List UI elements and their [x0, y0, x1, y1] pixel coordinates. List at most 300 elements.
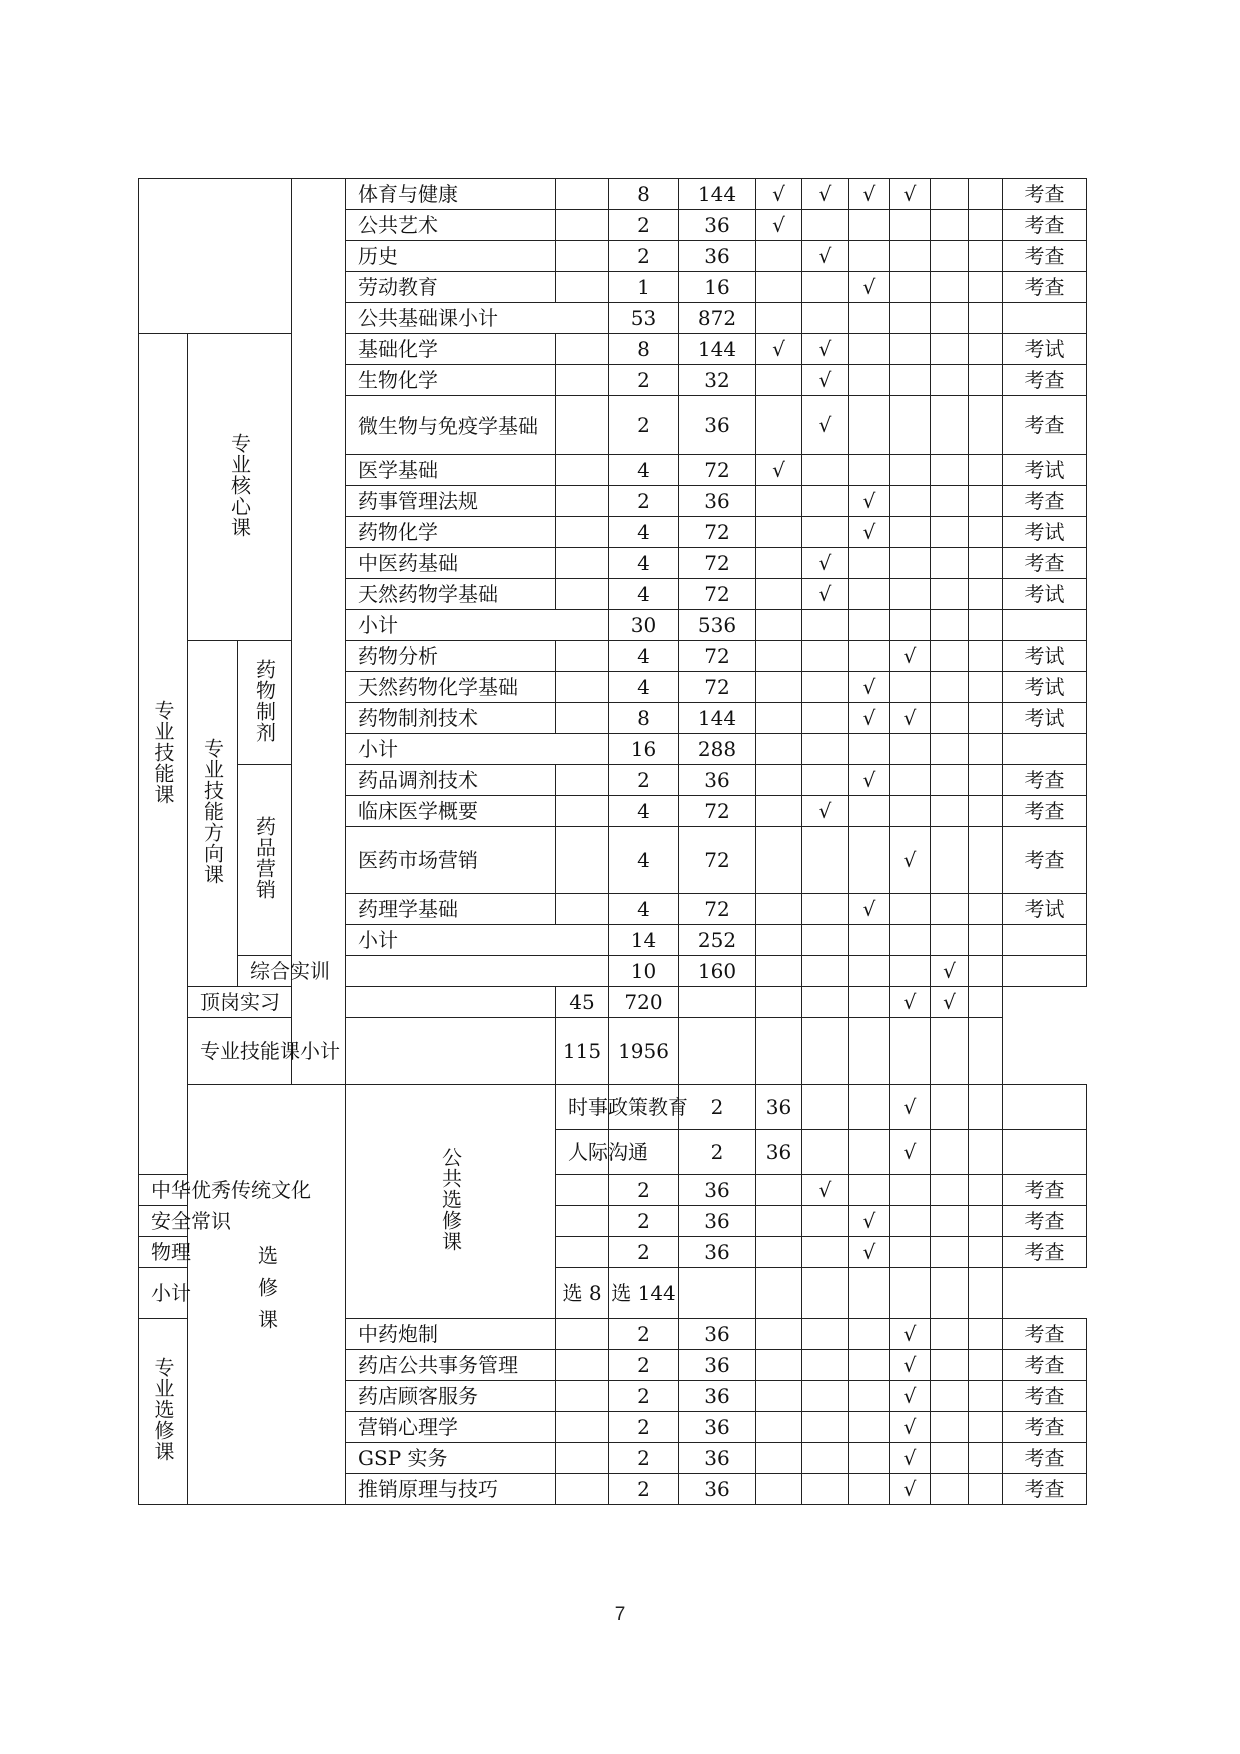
credits-cell: 2	[609, 365, 679, 396]
semester-3-cell	[849, 894, 890, 925]
blank-cell	[849, 1018, 890, 1085]
exam-type-cell: 考试	[1003, 579, 1087, 610]
semester-2-cell	[802, 1474, 849, 1505]
semester-1-cell	[756, 210, 802, 241]
semester-1-cell	[756, 827, 802, 894]
hours-cell: 36	[679, 1175, 756, 1206]
course-name: 推销原理与技巧	[346, 1474, 556, 1505]
blank-cell	[1003, 925, 1087, 956]
blank-cell	[556, 548, 609, 579]
semester-4-cell	[890, 334, 931, 365]
blank-cell	[756, 1268, 802, 1319]
semester-2-cell	[756, 987, 802, 1018]
semester-1-cell	[756, 455, 802, 486]
semester-4-cell	[890, 1350, 931, 1381]
table-row	[139, 1018, 1087, 1085]
semester-4-cell	[890, 796, 931, 827]
semester-1-cell	[802, 1085, 849, 1130]
credits-cell: 2	[609, 1474, 679, 1505]
blank-cell	[969, 734, 1003, 765]
hours-cell: 72	[679, 796, 756, 827]
blank-cell	[969, 1018, 1003, 1085]
blank-cell	[969, 1268, 1003, 1319]
hours-cell: 72	[679, 548, 756, 579]
semester-3-cell	[849, 210, 890, 241]
course-name: 营销心理学	[346, 1412, 556, 1443]
semester-2-cell	[849, 1130, 890, 1175]
semester-3-cell	[849, 272, 890, 303]
semester-1-cell	[756, 765, 802, 796]
check-mark: √	[903, 1140, 917, 1164]
check-mark: √	[903, 1322, 917, 1346]
semester-4-cell	[890, 1381, 931, 1412]
semester-5-cell	[931, 1474, 969, 1505]
hours-cell: 72	[679, 579, 756, 610]
semester-1-cell	[756, 1237, 802, 1268]
course-name: 中医药基础	[346, 548, 556, 579]
semester-1-cell	[756, 1206, 802, 1237]
semester-2-cell	[802, 579, 849, 610]
semester-6-cell	[969, 210, 1003, 241]
hours-cell: 288	[679, 734, 756, 765]
semester-2-cell	[802, 1412, 849, 1443]
blank-cell	[849, 303, 890, 334]
exam-type-cell: 考查	[1003, 365, 1087, 396]
semester-2-cell	[802, 641, 849, 672]
course-name: 公共艺术	[346, 210, 556, 241]
semester-3-cell	[890, 1085, 931, 1130]
blank-cell	[802, 734, 849, 765]
semester-5-cell	[931, 641, 969, 672]
blank-cell	[890, 610, 931, 641]
blank-cell	[556, 1319, 609, 1350]
semester-6-cell	[969, 272, 1003, 303]
credits-cell: 115	[556, 1018, 609, 1085]
category-public-elective	[346, 1085, 556, 1319]
credits-cell: 4	[609, 796, 679, 827]
semester-3-cell	[849, 179, 890, 210]
semester-3-cell	[849, 517, 890, 548]
hours-cell: 36	[679, 210, 756, 241]
semester-6-cell	[969, 894, 1003, 925]
semester-4-cell	[890, 486, 931, 517]
credits-cell: 2	[609, 1319, 679, 1350]
exam-type-cell: 考查	[1003, 1412, 1087, 1443]
semester-4-cell	[890, 703, 931, 734]
exam-type-cell: 考试	[1003, 334, 1087, 365]
credits-cell: 2	[609, 1350, 679, 1381]
course-name: 基础化学	[346, 334, 556, 365]
exam-type-cell: 考查	[1003, 1350, 1087, 1381]
exam-type-cell: 考查	[1003, 1474, 1087, 1505]
course-name: 天然药物化学基础	[346, 672, 556, 703]
semester-5-cell	[931, 1381, 969, 1412]
semester-5-cell	[931, 272, 969, 303]
semester-4-cell	[890, 210, 931, 241]
blank-cell	[849, 734, 890, 765]
course-name: 安全常识	[139, 1206, 188, 1237]
exam-type-cell: 考查	[1003, 272, 1087, 303]
blank-cell	[802, 925, 849, 956]
semester-5-cell	[931, 827, 969, 894]
blank-cell	[969, 925, 1003, 956]
hours-cell: 36	[679, 486, 756, 517]
semester-2-cell	[802, 956, 849, 987]
semester-3-cell	[849, 1443, 890, 1474]
course-name: 中药炮制	[346, 1319, 556, 1350]
blank-cell	[556, 272, 609, 303]
check-mark: √	[862, 768, 876, 792]
exam-type-cell: 考查	[1003, 1319, 1087, 1350]
blank-cell	[802, 610, 849, 641]
semester-6-cell	[969, 956, 1003, 987]
subtotal-label: 公共基础课小计	[346, 303, 609, 334]
course-name: 综合实训	[238, 956, 609, 987]
semester-4-cell	[890, 672, 931, 703]
hours-cell: 36	[679, 241, 756, 272]
semester-4-cell	[890, 365, 931, 396]
blank-cell	[556, 396, 609, 455]
blank-cell	[756, 303, 802, 334]
blank-cell	[1003, 303, 1087, 334]
category-professional-skill	[139, 334, 188, 1175]
check-mark: √	[818, 551, 832, 575]
blank-cell	[931, 610, 969, 641]
credits-cell: 2	[609, 241, 679, 272]
semester-1-cell	[756, 1319, 802, 1350]
credits-cell: 1	[609, 272, 679, 303]
semester-5-cell	[931, 579, 969, 610]
credits-cell: 8	[609, 703, 679, 734]
semester-6-cell	[969, 334, 1003, 365]
semester-1-cell	[756, 1474, 802, 1505]
exam-type-cell	[1003, 956, 1087, 987]
semester-2-cell	[849, 1085, 890, 1130]
blank-cell	[1003, 734, 1087, 765]
semester-6-cell	[969, 486, 1003, 517]
hours-cell: 536	[679, 610, 756, 641]
blank-cell	[556, 1381, 609, 1412]
semester-3-cell	[849, 956, 890, 987]
hours-cell: 72	[679, 455, 756, 486]
course-name: 物理	[139, 1237, 188, 1268]
semester-3-cell	[849, 765, 890, 796]
blank-cell	[556, 579, 609, 610]
semester-2-cell	[802, 894, 849, 925]
semester-2-cell	[802, 1175, 849, 1206]
hours-cell: 72	[679, 517, 756, 548]
hours-cell: 72	[679, 641, 756, 672]
blank-cell	[556, 334, 609, 365]
semester-6-cell	[969, 455, 1003, 486]
course-name: 药物化学	[346, 517, 556, 548]
hours-cell: 872	[679, 303, 756, 334]
semester-2-cell	[802, 210, 849, 241]
semester-1-cell	[756, 179, 802, 210]
hours-cell: 16	[679, 272, 756, 303]
hours-cell: 720	[609, 987, 679, 1018]
semester-3-cell	[849, 396, 890, 455]
check-mark: √	[862, 897, 876, 921]
semester-3-cell	[849, 1319, 890, 1350]
check-mark: √	[818, 1178, 832, 1202]
check-mark: √	[818, 413, 832, 437]
semester-5-cell	[931, 241, 969, 272]
credits-cell: 2	[609, 1237, 679, 1268]
semester-3-cell	[849, 334, 890, 365]
exam-type-cell: 考查	[1003, 765, 1087, 796]
semester-2-cell	[802, 396, 849, 455]
category-label: 专业选修课	[151, 1357, 175, 1462]
semester-6-cell	[1003, 1085, 1087, 1130]
semester-2-cell	[802, 1350, 849, 1381]
semester-5-cell	[931, 796, 969, 827]
credits-cell: 2	[679, 1085, 756, 1130]
semester-6-cell	[969, 1381, 1003, 1412]
semester-4-cell	[890, 241, 931, 272]
blank-cell	[849, 610, 890, 641]
semester-6-cell	[969, 1350, 1003, 1381]
semester-1-cell	[756, 641, 802, 672]
credits-cell: 4	[609, 672, 679, 703]
check-mark: √	[862, 520, 876, 544]
check-mark: √	[862, 1240, 876, 1264]
exam-type-cell: 考查	[1003, 1237, 1087, 1268]
check-mark: √	[903, 848, 917, 872]
hours-cell: 36	[679, 1412, 756, 1443]
semester-6-cell	[969, 765, 1003, 796]
semester-4-cell	[931, 1130, 969, 1175]
semester-5-cell	[931, 396, 969, 455]
exam-type-cell: 考查	[1003, 548, 1087, 579]
semester-5-cell	[931, 672, 969, 703]
blank-cell	[802, 1018, 849, 1085]
semester-1-cell	[756, 1381, 802, 1412]
exam-type-cell: 考查	[1003, 241, 1087, 272]
semester-4-cell	[890, 455, 931, 486]
exam-type-cell: 考试	[1003, 703, 1087, 734]
course-name: 劳动教育	[346, 272, 556, 303]
check-mark: √	[818, 799, 832, 823]
blank-cell	[556, 517, 609, 548]
semester-1-cell	[679, 987, 756, 1018]
blank-cell	[679, 1268, 756, 1319]
credits-cell: 2	[679, 1130, 756, 1175]
semester-6-cell	[969, 241, 1003, 272]
semester-2-cell	[802, 334, 849, 365]
blank-cell	[890, 1018, 931, 1085]
semester-5-cell	[931, 517, 969, 548]
blank-cell	[931, 1018, 969, 1085]
check-mark: √	[862, 675, 876, 699]
hours-cell: 36	[679, 1237, 756, 1268]
blank-cell	[849, 1268, 890, 1319]
semester-5-cell	[931, 703, 969, 734]
semester-2-cell	[802, 517, 849, 548]
semester-3-cell	[849, 1206, 890, 1237]
blank-cell	[556, 703, 609, 734]
blank-cell	[756, 610, 802, 641]
semester-1-cell	[756, 703, 802, 734]
credits-cell: 2	[609, 765, 679, 796]
exam-type-cell: 考查	[1003, 179, 1087, 210]
semester-6-cell	[1003, 1130, 1087, 1175]
check-mark: √	[943, 959, 956, 983]
semester-3-cell	[849, 455, 890, 486]
semester-2-cell	[802, 486, 849, 517]
category-core	[188, 334, 292, 641]
semester-5-cell	[931, 1412, 969, 1443]
hours-cell: 36	[756, 1085, 802, 1130]
credits-cell: 30	[609, 610, 679, 641]
semester-6-cell	[969, 1237, 1003, 1268]
semester-4-cell	[890, 272, 931, 303]
subtotal-label: 专业技能课小计	[188, 1018, 556, 1085]
blank-cell	[756, 734, 802, 765]
semester-1-cell	[756, 365, 802, 396]
semester-3-cell	[849, 1237, 890, 1268]
credits-cell: 4	[609, 517, 679, 548]
blank-category-cell	[139, 179, 292, 334]
blank-cell	[556, 486, 609, 517]
blank-cell	[931, 925, 969, 956]
blank-cell	[556, 765, 609, 796]
semester-6-cell	[969, 1175, 1003, 1206]
check-mark: √	[818, 337, 832, 361]
credits-cell: 2	[609, 1443, 679, 1474]
semester-5-cell	[931, 365, 969, 396]
semester-1-cell	[756, 672, 802, 703]
hours-cell: 36	[679, 396, 756, 455]
hours-cell: 160	[679, 956, 756, 987]
hours-cell: 36	[679, 1350, 756, 1381]
table-row	[139, 641, 1087, 672]
semester-4-cell	[890, 1206, 931, 1237]
category-label: 专业技能课	[151, 699, 175, 805]
semester-6-cell	[969, 1474, 1003, 1505]
table-body	[139, 179, 1087, 1505]
page-number: 7	[614, 1604, 626, 1625]
exam-type-cell: 考试	[1003, 455, 1087, 486]
blank-cell	[890, 734, 931, 765]
semester-6-cell	[969, 1443, 1003, 1474]
credits-cell: 2	[609, 1175, 679, 1206]
hours-cell: 36	[679, 765, 756, 796]
semester-2-cell	[802, 796, 849, 827]
credits-cell: 53	[609, 303, 679, 334]
blank-cell	[756, 1018, 802, 1085]
semester-6-cell	[969, 1319, 1003, 1350]
credits-cell: 4	[609, 579, 679, 610]
check-mark: √	[903, 1477, 917, 1501]
blank-cell	[556, 672, 609, 703]
semester-1-cell	[756, 894, 802, 925]
semester-4-cell	[931, 1085, 969, 1130]
semester-5-cell	[931, 1350, 969, 1381]
semester-3-cell	[849, 548, 890, 579]
check-mark: √	[903, 1415, 917, 1439]
blank-cell	[679, 1018, 756, 1085]
semester-6-cell	[969, 396, 1003, 455]
exam-type-cell: 考试	[1003, 641, 1087, 672]
semester-4-cell	[890, 1412, 931, 1443]
semester-3-cell	[849, 1474, 890, 1505]
blank-cell	[969, 303, 1003, 334]
semester-5-cell	[969, 1085, 1003, 1130]
semester-4-cell	[890, 1474, 931, 1505]
semester-4-cell	[890, 1237, 931, 1268]
check-mark: √	[818, 368, 832, 392]
semester-2-cell	[802, 1237, 849, 1268]
semester-5-cell	[931, 179, 969, 210]
semester-1-cell	[756, 486, 802, 517]
semester-3-cell	[849, 241, 890, 272]
category-direction	[188, 641, 238, 987]
blank-cell	[802, 1268, 849, 1319]
exam-type-cell: 考查	[1003, 486, 1087, 517]
semester-1-cell	[756, 1350, 802, 1381]
semester-3-cell	[849, 672, 890, 703]
blank-cell	[556, 365, 609, 396]
blank-cell	[1003, 610, 1087, 641]
blank-cell	[969, 610, 1003, 641]
course-name: 体育与健康	[346, 179, 556, 210]
semester-6-cell	[969, 641, 1003, 672]
hours-cell: 32	[679, 365, 756, 396]
hours-cell: 144	[679, 703, 756, 734]
semester-5-cell	[931, 894, 969, 925]
credits-cell: 4	[609, 641, 679, 672]
blank-cell	[931, 1268, 969, 1319]
blank-cell	[556, 179, 609, 210]
hours-cell: 72	[679, 894, 756, 925]
course-name: 药物制剂技术	[346, 703, 556, 734]
semester-4-cell	[890, 579, 931, 610]
check-mark: √	[862, 489, 876, 513]
credits-cell: 4	[609, 894, 679, 925]
check-mark: √	[943, 990, 956, 1014]
credits-cell: 2	[609, 396, 679, 455]
course-name: 药事管理法规	[346, 486, 556, 517]
semester-1-cell	[756, 579, 802, 610]
category-label: 药物制剂	[252, 658, 277, 743]
hours-cell: 36	[756, 1130, 802, 1175]
check-mark: √	[818, 244, 832, 268]
semester-4-cell	[890, 1443, 931, 1474]
blank-cell	[556, 1412, 609, 1443]
semester-2-cell	[802, 827, 849, 894]
semester-5-cell	[931, 455, 969, 486]
hours-cell: 252	[679, 925, 756, 956]
semester-5-cell	[931, 1319, 969, 1350]
check-mark: √	[862, 182, 876, 206]
table-row	[139, 334, 1087, 365]
check-mark: √	[772, 182, 785, 206]
semester-6-cell	[969, 1206, 1003, 1237]
semester-4-cell	[890, 517, 931, 548]
table-row	[139, 987, 1087, 1018]
semester-5-cell	[931, 1206, 969, 1237]
semester-3-cell	[849, 1175, 890, 1206]
semester-1-cell	[756, 241, 802, 272]
credits-cell: 4	[609, 548, 679, 579]
semester-2-cell	[802, 548, 849, 579]
semester-2-cell	[802, 241, 849, 272]
blank-cell	[556, 827, 609, 894]
semester-3-cell	[849, 827, 890, 894]
semester-1-cell	[756, 956, 802, 987]
exam-type-cell: 考查	[1003, 210, 1087, 241]
